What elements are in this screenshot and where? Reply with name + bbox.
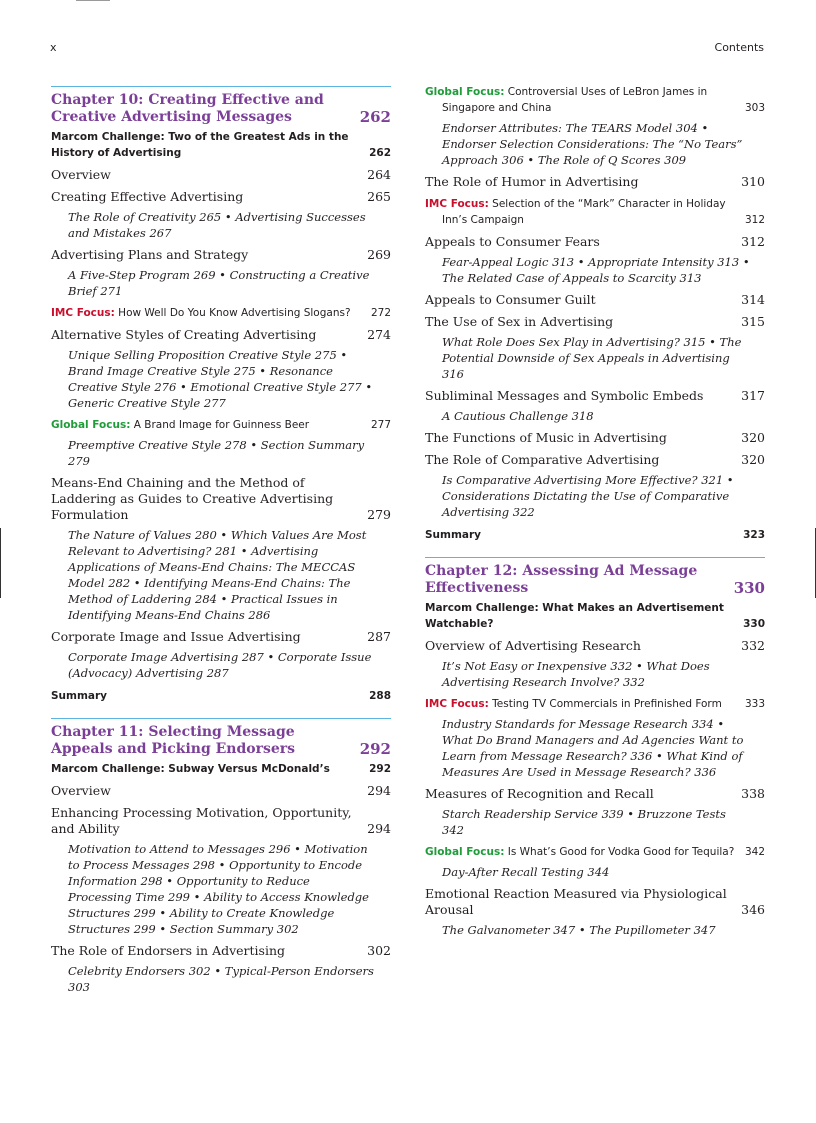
focus-page: 277: [370, 419, 391, 431]
toc-entry: [425, 786, 765, 802]
imc-focus-label: IMC Focus:: [425, 698, 489, 710]
toc-subentries: A Cautious Challenge 318: [442, 409, 594, 423]
toc-entry-title: Appeals to Consumer Fears: [425, 234, 600, 249]
global-focus-box: [51, 417, 391, 433]
top-crop-mark: [76, 0, 110, 1]
toc-entry: [425, 234, 765, 250]
toc-subentries: Unique Selling Proposition Creative Style 275 • Brand Image Creative Style 275 • Resonance Creative Style 276 • Emotional Creative Style 277 • Generic Creative Style 277: [68, 348, 373, 410]
toc-entry: [51, 475, 391, 523]
toc-entry-page: 320: [741, 430, 765, 445]
global-focus-label: Global Focus:: [425, 86, 505, 98]
toc-entry-page: 310: [741, 174, 765, 189]
toc-entry-title: Advertising Plans and Strategy: [51, 247, 249, 262]
summary-page: 288: [369, 690, 391, 702]
focus-page: 312: [744, 214, 765, 226]
toc-entry-title: Measures of Recognition and Recall: [425, 786, 654, 801]
focus-title: Testing TV Commercials in Prefinished Form: [492, 698, 722, 710]
running-head: Contents: [714, 41, 764, 54]
marcom-challenge: [425, 600, 765, 632]
toc-entry-page: 338: [741, 786, 765, 801]
toc-entry-title: Enhancing Processing Motivation, Opportunity, and Ability: [51, 805, 352, 836]
toc-entry-page: 314: [741, 292, 765, 307]
toc-subentries: Corporate Image Advertising 287 • Corporate Issue (Advocacy) Advertising 287: [68, 650, 372, 680]
toc-subentries: Day-After Recall Testing 344: [442, 865, 610, 879]
chapter-title-text: Chapter 10: Creating Effective and Creative Advertising Messages: [51, 92, 324, 125]
chapter-summary: [51, 688, 391, 704]
focus-page: 272: [370, 307, 391, 319]
toc-entry: [51, 247, 391, 263]
toc-entry: [425, 174, 765, 190]
toc-entry-page: 332: [741, 638, 765, 653]
marcom-challenge-text: Marcom Challenge: Two of the Greatest Ads in the History of Advertising: [51, 131, 349, 159]
chapter-page: 292: [359, 740, 391, 758]
toc-entry-page: 287: [367, 629, 391, 644]
toc-subentries: A Five-Step Program 269 • Constructing a Creative Brief 271: [68, 268, 370, 298]
toc-entry: [425, 292, 765, 308]
marcom-challenge: [51, 129, 391, 161]
focus-text: [51, 417, 309, 433]
toc-subentries: Is Comparative Advertising More Effective? 321 • Considerations Dictating the Use of Comparative Advertising 322: [442, 473, 734, 519]
toc-entry-page: 269: [367, 247, 391, 262]
toc-entry: [425, 430, 765, 446]
toc-entry-title: The Use of Sex in Advertising: [425, 314, 614, 329]
toc-entry-page: 274: [367, 327, 391, 342]
toc-entry-page: 317: [741, 388, 765, 403]
toc-entry-title: Overview: [51, 167, 111, 182]
toc-subentries: Celebrity Endorsers 302 • Typical-Person Endorsers 303: [68, 964, 374, 994]
summary-label: Summary: [51, 690, 108, 702]
focus-text: [425, 696, 722, 712]
focus-text: [425, 84, 737, 116]
toc-entry-title: Creating Effective Advertising: [51, 189, 244, 204]
toc-entry: [51, 167, 391, 183]
chapter-12: [425, 557, 765, 938]
global-focus-label: Global Focus:: [425, 846, 505, 858]
imc-focus-label: IMC Focus:: [425, 198, 489, 210]
imc-focus-box: [425, 196, 765, 228]
toc-entry: [425, 314, 765, 330]
chapter-title-text: Chapter 11: Selecting Message Appeals and Picking Endorsers: [51, 724, 296, 757]
focus-page: 303: [744, 102, 765, 114]
toc-entry-page: 294: [367, 783, 391, 798]
imc-focus-label: IMC Focus:: [51, 307, 115, 319]
toc-entry: [51, 189, 391, 205]
focus-title: A Brand Image for Guinness Beer: [133, 419, 310, 431]
toc-subentries: The Galvanometer 347 • The Pupillometer 347: [442, 923, 716, 937]
chapter-10: [51, 86, 391, 704]
toc-entry: [51, 943, 391, 959]
toc-entry-title: The Functions of Music in Advertising: [425, 430, 667, 445]
toc-entry-title: Alternative Styles of Creating Advertising: [51, 327, 317, 342]
toc-entry-title: The Role of Comparative Advertising: [425, 452, 660, 467]
page-number: x: [50, 41, 57, 54]
focus-title: Selection of the “Mark” Character in Holiday Inn’s Campaign: [442, 198, 726, 226]
toc-subentries: Motivation to Attend to Messages 296 • Motivation to Process Messages 298 • Opportunity to Encode Information 298 • Opportunity to Reduce Processing Time 299 • Ability to Access Knowledge Structures 299 • Ability to Create Knowledge Structures 299 • Section Summary 302: [68, 842, 369, 936]
toc-subentries: What Role Does Sex Play in Advertising? 315 • The Potential Downside of Sex Appeals in Advertising 316: [442, 335, 742, 381]
toc-subentries: It’s Not Easy or Inexpensive 332 • What Does Advertising Research Involve? 332: [442, 659, 710, 689]
toc-subentries: The Nature of Values 280 • Which Values Are Most Relevant to Advertising? 281 • Advertising Applications of Means-End Chains: The MECCAS Model 282 • Identifying Means-End Chains: The Method of Laddering 284 • Practical Issues in Identifying Means-End Chains 286: [68, 528, 367, 622]
chapter-11: [51, 718, 391, 995]
chapter-title-text: Chapter 12: Assessing Ad Message Effectiveness: [425, 563, 698, 596]
toc-entry: [425, 886, 765, 918]
marcom-challenge-page: 262: [369, 147, 391, 159]
marcom-challenge-page: 292: [369, 763, 391, 775]
chapter-title: [51, 92, 391, 126]
chapter-title: [51, 724, 391, 758]
chapter-summary: [425, 527, 765, 543]
focus-title: Controversial Uses of LeBron James in Singapore and China: [442, 86, 708, 114]
focus-text: [425, 844, 734, 860]
toc-entry-title: Corporate Image and Issue Advertising: [51, 629, 301, 644]
toc-entry-page: 294: [367, 821, 391, 836]
summary-page: 323: [743, 529, 765, 541]
toc-entry-page: 312: [741, 234, 765, 249]
focus-text: [425, 196, 737, 228]
toc-subentries: Fear-Appeal Logic 313 • Appropriate Intensity 313 • The Related Case of Appeals to Scarcity 313: [442, 255, 750, 285]
toc-entry-title: Subliminal Messages and Symbolic Embeds: [425, 388, 704, 403]
toc-entry: [51, 629, 391, 645]
toc-entry-title: The Role of Endorsers in Advertising: [51, 943, 286, 958]
summary-label: Summary: [425, 529, 482, 541]
chapter-page: 330: [733, 579, 765, 597]
global-focus-box: [425, 84, 765, 116]
chapter-title: [425, 563, 765, 597]
toc-left-column: [51, 84, 391, 995]
toc-subentries: Starch Readership Service 339 • Bruzzone Tests 342: [442, 807, 726, 837]
toc-entry-page: 302: [367, 943, 391, 958]
marcom-challenge-text: Marcom Challenge: Subway Versus McDonald’s: [51, 763, 330, 775]
toc-entry: [51, 805, 391, 837]
toc-entry: [51, 783, 391, 799]
toc-subentries: Preemptive Creative Style 278 • Section Summary 279: [68, 438, 365, 468]
toc-entry-title: Emotional Reaction Measured via Physiological Arousal: [425, 886, 727, 917]
imc-focus-box: [51, 305, 391, 321]
toc-subentries: The Role of Creativity 265 • Advertising Successes and Mistakes 267: [68, 210, 366, 240]
toc-entry: [425, 452, 765, 468]
imc-focus-box: [425, 696, 765, 712]
marcom-challenge-page: 330: [743, 618, 765, 630]
toc-entry-page: 279: [367, 507, 391, 522]
toc-entry-title: Means-End Chaining and the Method of Laddering as Guides to Creative Advertising Formulation: [51, 475, 334, 522]
toc-entry: [425, 638, 765, 654]
marcom-challenge: [51, 761, 391, 777]
focus-title: How Well Do You Know Advertising Slogans?: [118, 307, 351, 319]
left-edge-mark: [0, 528, 1, 598]
marcom-challenge-text: Marcom Challenge: What Makes an Advertisement Watchable?: [425, 602, 724, 630]
focus-text: [51, 305, 351, 321]
toc-entry-page: 315: [741, 314, 765, 329]
focus-title: Is What’s Good for Vodka Good for Tequila?: [507, 846, 735, 858]
chapter-page: 262: [359, 108, 391, 126]
toc-entry-page: 346: [741, 902, 765, 917]
toc-subentries: Endorser Attributes: The TEARS Model 304 • Endorser Selection Considerations: The “No Tears” Approach 306 • The Role of Q Scores 309: [442, 121, 743, 167]
toc-entry-page: 265: [367, 189, 391, 204]
focus-page: 333: [744, 698, 765, 710]
focus-page: 342: [744, 846, 765, 858]
toc-right-column: [425, 84, 765, 938]
global-focus-label: Global Focus:: [51, 419, 131, 431]
toc-entry-page: 320: [741, 452, 765, 467]
toc-entry-title: Overview: [51, 783, 111, 798]
toc-entry-title: The Role of Humor in Advertising: [425, 174, 639, 189]
toc-entry-title: Overview of Advertising Research: [425, 638, 641, 653]
toc-entry: [51, 327, 391, 343]
toc-entry: [425, 388, 765, 404]
toc-subentries: Industry Standards for Message Research 334 • What Do Brand Managers and Ad Agencies Want to Learn from Message Research? 336 • What Kind of Measures Are Used in Message Research? 336: [442, 717, 744, 779]
global-focus-box: [425, 844, 765, 860]
toc-entry-page: 264: [367, 167, 391, 182]
toc-entry-title: Appeals to Consumer Guilt: [425, 292, 596, 307]
